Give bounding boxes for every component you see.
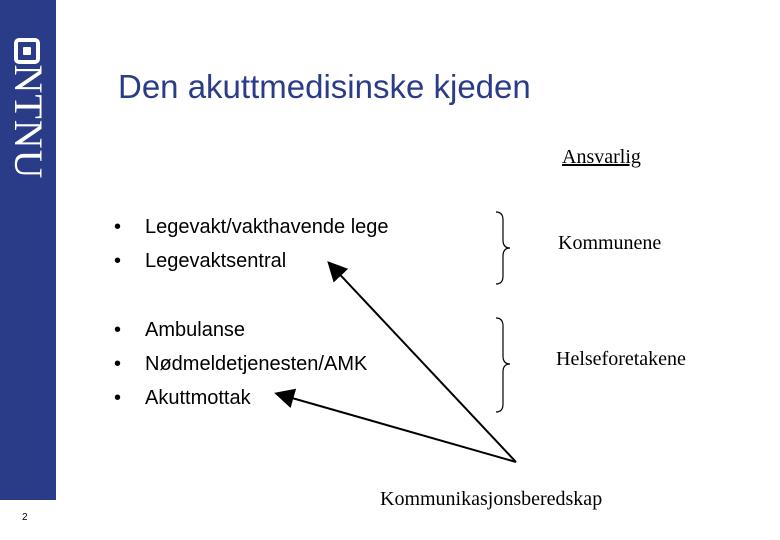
brace-group-2 (496, 318, 510, 412)
column-header-ansvarlig: Ansvarlig (562, 146, 641, 168)
list-item: • Legevakt/vakthavende lege (112, 210, 389, 244)
logo-text: NTNU (6, 64, 51, 180)
list-item: • Nødmeldetjenesten/AMK (112, 347, 367, 381)
list-item: • Ambulanse (112, 313, 367, 347)
responsible-label-group-1: Kommunene (558, 232, 662, 254)
page-number: 2 (22, 512, 28, 523)
arrow-to-legevaktsentral (330, 264, 516, 462)
arrow-to-akuttmottak (278, 394, 516, 462)
responsible-label-group-2: Helseforetakene (556, 348, 686, 370)
kommunikasjonsberedskap-label: Kommunikasjonsberedskap (380, 488, 603, 510)
brace-group-1 (496, 212, 510, 284)
slide-title: Den akuttmedisinske kjeden (118, 68, 531, 105)
list-item: • Legevaktsentral (112, 244, 389, 278)
list-item: • Akuttmottak (112, 381, 367, 415)
